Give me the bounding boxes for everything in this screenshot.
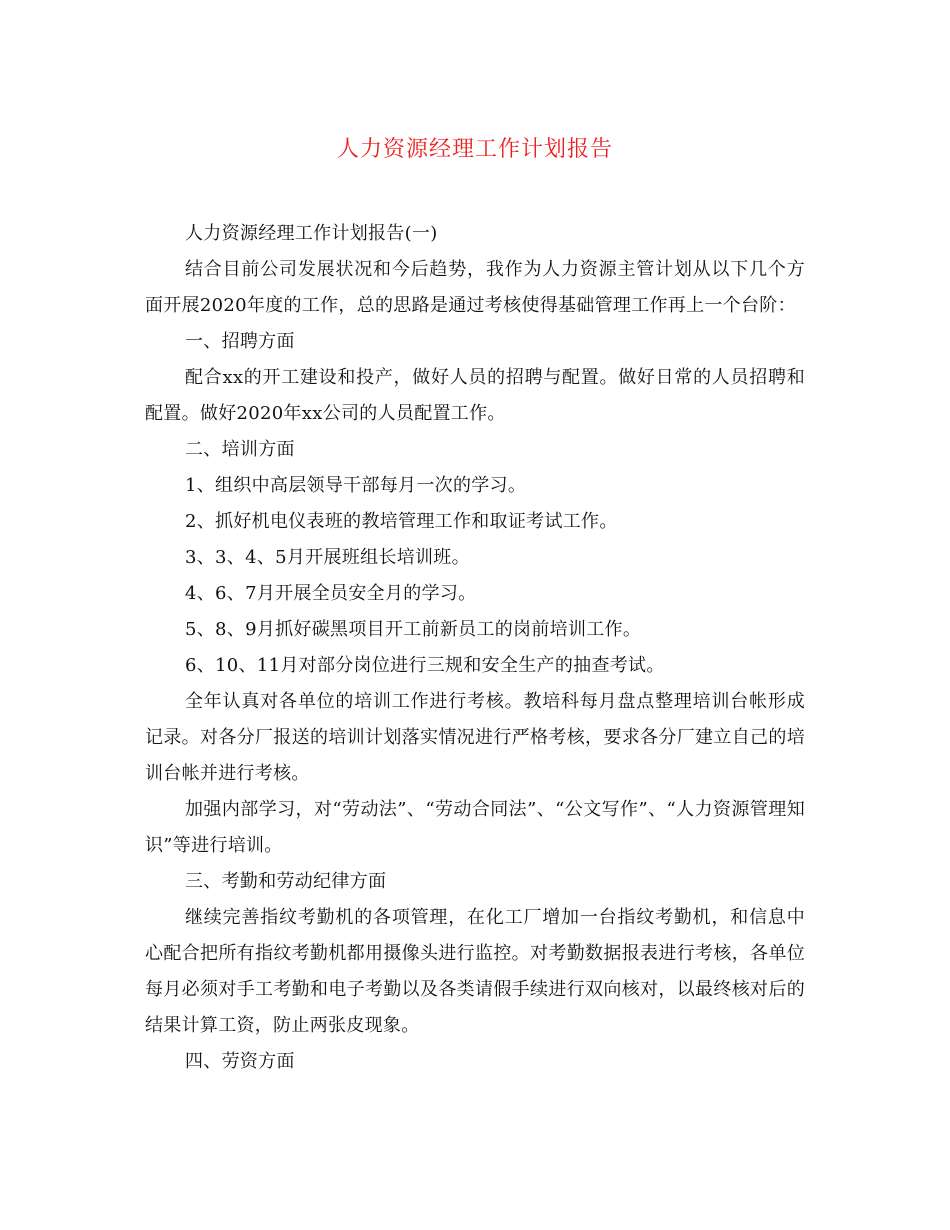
list-item-training-1: 1、组织中高层领导干部每月一次的学习。 xyxy=(185,475,527,496)
list-item-training-2: 2、抓好机电仪表班的教培管理工作和取证考试工作。 xyxy=(185,511,618,532)
document-body xyxy=(145,216,805,1080)
paragraph-training-assessment: 全年认真对各单位的培训工作进行考核。教培科每月盘点整理培训台帐形成记录。对各分厂报送的培训计划落实情况进行严格考核，要求各分厂建立自己的培训台帐并进行考核。 xyxy=(145,691,805,784)
document-title: 人力资源经理工作计划报告 xyxy=(336,137,613,162)
paragraph-recruitment: 配合xx的开工建设和投产，做好人员的招聘与配置。做好日常的人员招聘和配置。做好2020年xx公司的人员配置工作。 xyxy=(145,367,805,424)
paragraph-report-subtitle: 人力资源经理工作计划报告(一) xyxy=(185,223,438,244)
paragraph-intro: 结合目前公司发展状况和今后趋势，我作为人力资源主管计划从以下几个方面开展2020年度的工作，总的思路是通过考核使得基础管理工作再上一个台阶： xyxy=(145,259,805,316)
list-item-training-3: 3、3、4、5月开展班组长培训班。 xyxy=(185,547,470,568)
paragraph-attendance: 继续完善指纹考勤机的各项管理，在化工厂增加一台指纹考勤机，和信息中心配合把所有指纹考勤机都用摄像头进行监控。对考勤数据报表进行考核，各单位每月必须对手工考勤和电子考勤以及各类请假手续进行双向核对，以最终核对后的结果计算工资，防止两张皮现象。 xyxy=(145,907,805,1036)
paragraph-internal-learning: 加强内部学习，对“劳动法”、“劳动合同法”、“公文写作”、“人力资源管理知识”等进行培训。 xyxy=(145,799,805,856)
list-item-training-4: 4、6、7月开展全员安全月的学习。 xyxy=(185,583,477,604)
list-item-training-6: 6、10、11月对部分岗位进行三规和安全生产的抽查考试。 xyxy=(185,655,665,676)
section-heading-training: 二、培训方面 xyxy=(185,439,295,460)
section-heading-attendance: 三、考勤和劳动纪律方面 xyxy=(185,871,387,892)
section-heading-labor-wages: 四、劳资方面 xyxy=(185,1051,295,1072)
section-heading-recruitment: 一、招聘方面 xyxy=(185,331,295,352)
list-item-training-5: 5、8、9月抓好碳黑项目开工前新员工的岗前培训工作。 xyxy=(185,619,642,640)
